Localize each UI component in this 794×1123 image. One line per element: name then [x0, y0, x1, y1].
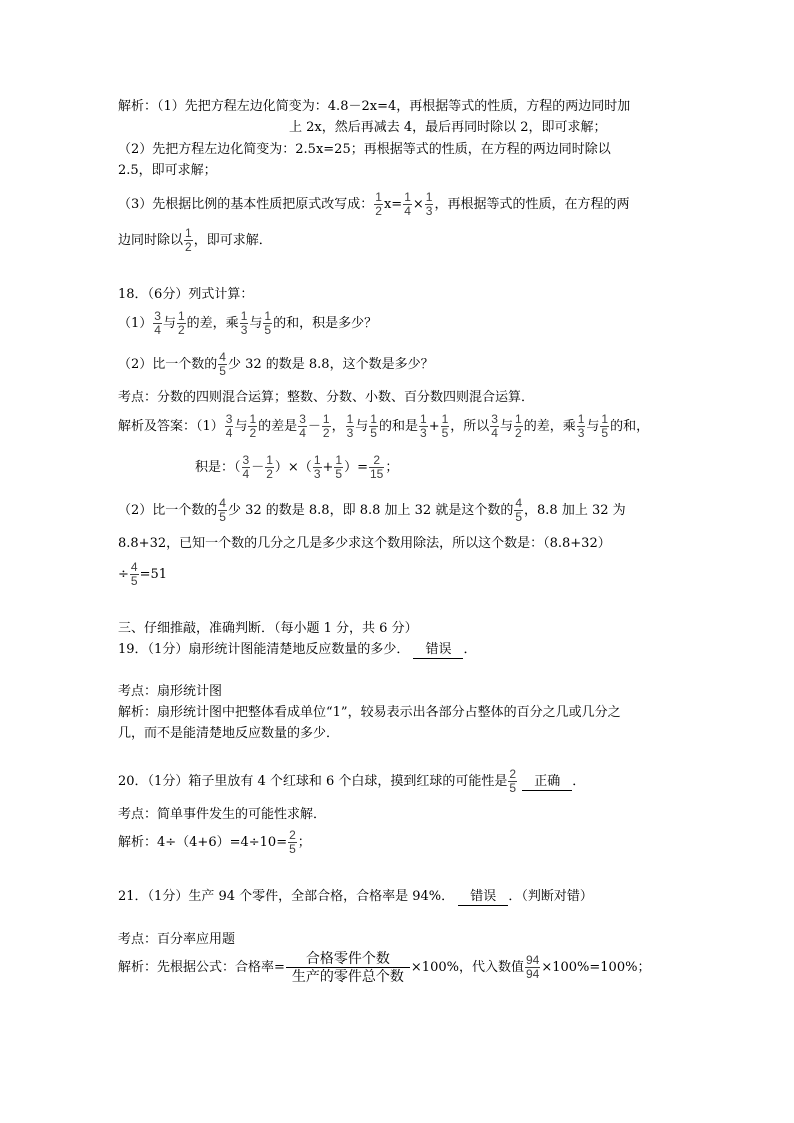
denominator: 4 [242, 467, 250, 481]
analysis-text: （1）先把方程左边化简变为：4.8－2x=4，再根据等式的性质，方程的两边同时加 [157, 99, 631, 114]
answer-text: 与 [355, 419, 369, 434]
kaodian-text: 考点：简单事件发生的可能性求解． [118, 807, 327, 822]
numerator: 3 [491, 412, 498, 426]
answer-text: 的差，乘 [523, 419, 576, 434]
formula-fraction [286, 950, 410, 985]
section-title: 三、仔细推敲，准确判断．（每小题 1 分，共 6 分） [118, 621, 418, 636]
fraction [419, 413, 428, 440]
fraction [525, 954, 540, 981]
denominator: 4 [225, 426, 233, 440]
numerator: 3 [154, 309, 161, 323]
fraction [265, 454, 274, 481]
numerator: 1 [177, 309, 185, 323]
answer-text: 的和， [610, 419, 650, 434]
numerator: 1 [335, 453, 343, 467]
numerator: 1 [375, 190, 382, 204]
analysis-text: x= [383, 197, 403, 212]
numerator: 1 [515, 412, 522, 426]
numerator: 1 [240, 309, 248, 323]
denominator: 2 [249, 426, 257, 440]
denominator: 5 [264, 323, 272, 337]
answer-text: =51 [139, 567, 168, 582]
numerator: 2 [509, 767, 517, 781]
numerator: 4 [130, 560, 138, 574]
numerator: 1 [441, 412, 449, 426]
denominator: 3 [577, 426, 585, 440]
fraction [313, 454, 322, 481]
analysis17-line4 [118, 161, 678, 181]
numerator: 4 [219, 350, 226, 364]
q19-kaodian [118, 682, 678, 702]
question-title: 18．（6分）列式计算： [118, 287, 254, 302]
analysis-text: （2）先把方程左边化简变为：2.5x=25；再根据等式的性质，在方程的两边同时除以 [118, 142, 611, 157]
minus-sign: － [251, 460, 265, 475]
numerator: 合格零件个数 [286, 950, 410, 968]
answer-text: 与 [586, 419, 600, 434]
question-text: 与 [162, 316, 176, 331]
analysis-text: 2.5，即可求解； [118, 163, 217, 178]
q18-title [118, 285, 678, 305]
q18-sub2 [118, 351, 678, 379]
denominator: 4 [491, 426, 498, 440]
numerator: 1 [249, 412, 257, 426]
fraction [425, 191, 434, 218]
fraction [577, 413, 586, 440]
denominator: 5 [130, 574, 138, 588]
numerator: 4 [219, 496, 226, 510]
fraction [600, 413, 609, 440]
analysis-text: 上 2x，然后再减去 4，最后再同时除以 2，即可求解； [289, 120, 607, 135]
fraction [369, 413, 378, 440]
q20-kaodian [118, 805, 678, 825]
denominator: 5 [509, 781, 517, 795]
analysis17-line1 [118, 97, 678, 117]
q18-sub1 [118, 310, 678, 338]
denominator: 3 [420, 426, 427, 440]
fraction [441, 413, 450, 440]
fraction [225, 413, 234, 440]
q20-jiexi [118, 828, 678, 858]
answer-text: 少 32 的数是 8.8，即 8.8 加上 32 就是这个数的 [227, 503, 514, 518]
fraction [514, 413, 523, 440]
fraction [184, 227, 193, 254]
fraction [490, 413, 499, 440]
fraction [218, 497, 227, 524]
numerator: 3 [242, 453, 250, 467]
section3-title [118, 619, 678, 639]
numerator: 1 [577, 412, 585, 426]
question-text: 20．（1分）箱子里放有 4 个红球和 6 个白球，摸到红球的可能性是 [118, 774, 508, 789]
denominator: 2 [185, 240, 192, 254]
denominator: 4 [154, 323, 161, 337]
numerator: 1 [370, 412, 377, 426]
q21-kaodian [118, 930, 678, 950]
kaodian-text: 考点：百分率应用题 [118, 932, 236, 947]
numerator: 3 [299, 412, 306, 426]
answer-text: 与 [234, 419, 248, 434]
q18-answer-line5 [118, 560, 678, 590]
numerator: 1 [425, 190, 433, 204]
denominator: 2 [375, 204, 382, 218]
fraction [288, 829, 297, 856]
question-text: （1） [118, 316, 153, 331]
q18-answer-line2 [195, 454, 675, 482]
numerator: 1 [313, 453, 321, 467]
denominator: 5 [335, 467, 343, 481]
denominator: 2 [266, 467, 273, 481]
q20-stem [118, 768, 678, 796]
answer-blank: 正确 [522, 774, 572, 791]
answer-text: ； [385, 460, 399, 475]
question-text: ．（判断对错） [508, 889, 593, 904]
denominator: 15 [370, 467, 384, 481]
answer-text: ，所以 [450, 419, 490, 434]
fraction [242, 454, 251, 481]
q21-jiexi [118, 950, 698, 986]
denominator: 4 [404, 204, 411, 218]
denominator: 5 [515, 510, 523, 524]
times-sign: × [412, 197, 424, 212]
analysis-text: ，再根据等式的性质，在方程的两 [434, 197, 630, 212]
answer-text: ， [331, 419, 345, 434]
kaodian-text: 考点：分数的四则混合运算；整数、分数、小数、百分数四则混合运算． [118, 390, 535, 405]
answer-text: （2）比一个数的 [118, 503, 218, 518]
minus-sign: － [307, 419, 321, 434]
numerator: 1 [601, 412, 609, 426]
fraction [177, 310, 186, 337]
denominator: 5 [219, 364, 226, 378]
answer-label: 解析及答案：（1） [118, 419, 224, 434]
denominator: 2 [322, 426, 330, 440]
denominator: 4 [299, 426, 306, 440]
analysis-text: ×100%，代入数值 [410, 960, 524, 975]
divide-sign: ÷ [118, 567, 129, 582]
numerator: 1 [420, 412, 427, 426]
answer-text: ）×（ [274, 460, 312, 475]
fraction [240, 310, 249, 337]
analysis17-line5 [118, 191, 678, 219]
q18-answer-line3 [118, 497, 688, 525]
numerator: 1 [346, 412, 354, 426]
numerator: 2 [369, 454, 384, 468]
denominator: 3 [346, 426, 354, 440]
numerator: 94 [525, 953, 540, 967]
q19-jiexi-line2 [118, 724, 678, 744]
question-text: 的和，积是多少？ [273, 316, 378, 331]
analysis-text: 解析：先根据公式：合格率= [118, 960, 285, 975]
analysis-label: 解析： [118, 99, 158, 114]
numerator: 2 [289, 828, 296, 842]
analysis-text: 解析：4÷（4+6）=4÷10= [118, 835, 288, 850]
analysis17-line3 [118, 140, 678, 160]
numerator: 1 [264, 309, 272, 323]
answer-text: 8.8+32，已知一个数的几分之几是多少求这个数用除法，所以这个数是：（8.8+32） [118, 536, 611, 551]
answer-blank: 错误 [413, 642, 463, 659]
answer-text: ，8.8 加上 32 为 [524, 503, 626, 518]
answer-text: ）= [344, 460, 368, 475]
q18-kaodian [118, 388, 678, 408]
analysis17-line2 [289, 118, 794, 138]
question-text: 21．（1分）生产 94 个零件，全部合格，合格率是 94%． [118, 889, 455, 904]
numerator: 1 [185, 226, 192, 240]
fraction [322, 413, 331, 440]
question-text: ． [463, 642, 477, 657]
question-text: 的差，乘 [186, 316, 239, 331]
denominator: 3 [425, 204, 433, 218]
numerator: 3 [225, 412, 233, 426]
analysis-text: （3）先根据比例的基本性质把原式改写成： [118, 197, 374, 212]
denominator: 5 [289, 842, 296, 856]
plus-sign: + [428, 419, 440, 434]
question-text: 少 32 的数是 8.8，这个数是多少？ [227, 357, 434, 372]
fraction [514, 497, 523, 524]
answer-blank: 错误 [458, 889, 508, 906]
denominator: 5 [370, 426, 377, 440]
question-text: （2）比一个数的 [118, 357, 218, 372]
fraction [130, 561, 139, 588]
answer-text: 与 [499, 419, 513, 434]
answer-text: 积是：（ [195, 460, 241, 475]
analysis17-line6 [118, 227, 678, 255]
fraction [298, 413, 307, 440]
denominator: 5 [601, 426, 609, 440]
question-text: 19．（1分）扇形统计图能清楚地反应数量的多少． [118, 642, 410, 657]
fraction [218, 351, 227, 378]
fraction [369, 454, 384, 481]
fraction [346, 413, 355, 440]
question-text: 与 [249, 316, 263, 331]
analysis-text: 解析：扇形统计图中把整体看成单位“1”，较易表示出各部分占整体的百分之几或几分之 [118, 705, 621, 720]
denominator: 2 [515, 426, 522, 440]
kaodian-text: 考点：扇形统计图 [118, 684, 223, 699]
numerator: 1 [322, 412, 330, 426]
numerator: 1 [404, 190, 411, 204]
fraction [263, 310, 272, 337]
denominator: 3 [313, 467, 321, 481]
q18-answer-line1 [118, 413, 698, 441]
analysis-text: ，即可求解． [193, 233, 272, 248]
analysis-text: ； [297, 835, 311, 850]
fraction [334, 454, 343, 481]
denominator: 94 [525, 967, 540, 981]
analysis-text: 边同时除以 [118, 233, 184, 248]
fraction [508, 768, 517, 795]
denominator: 3 [240, 323, 248, 337]
numerator: 1 [266, 453, 273, 467]
analysis-text: ×100%=100%； [541, 960, 651, 975]
q19-jiexi-line1 [118, 703, 688, 723]
q19-stem [118, 640, 678, 660]
analysis-text: 几，而不是能清楚地反应数量的多少． [118, 726, 340, 741]
fraction [374, 191, 383, 218]
fraction [403, 191, 412, 218]
denominator: 5 [441, 426, 449, 440]
plus-sign: + [322, 460, 334, 475]
question-text: ． [572, 774, 586, 789]
answer-text: 的差是 [258, 419, 298, 434]
q18-answer-line4 [118, 534, 688, 554]
fraction [248, 413, 257, 440]
fraction [153, 310, 162, 337]
denominator: 5 [219, 510, 226, 524]
denominator: 生产的零件总个数 [291, 968, 404, 984]
denominator: 2 [177, 323, 185, 337]
numerator: 4 [515, 496, 523, 510]
q21-stem [118, 887, 698, 907]
answer-text: 的和是 [378, 419, 418, 434]
